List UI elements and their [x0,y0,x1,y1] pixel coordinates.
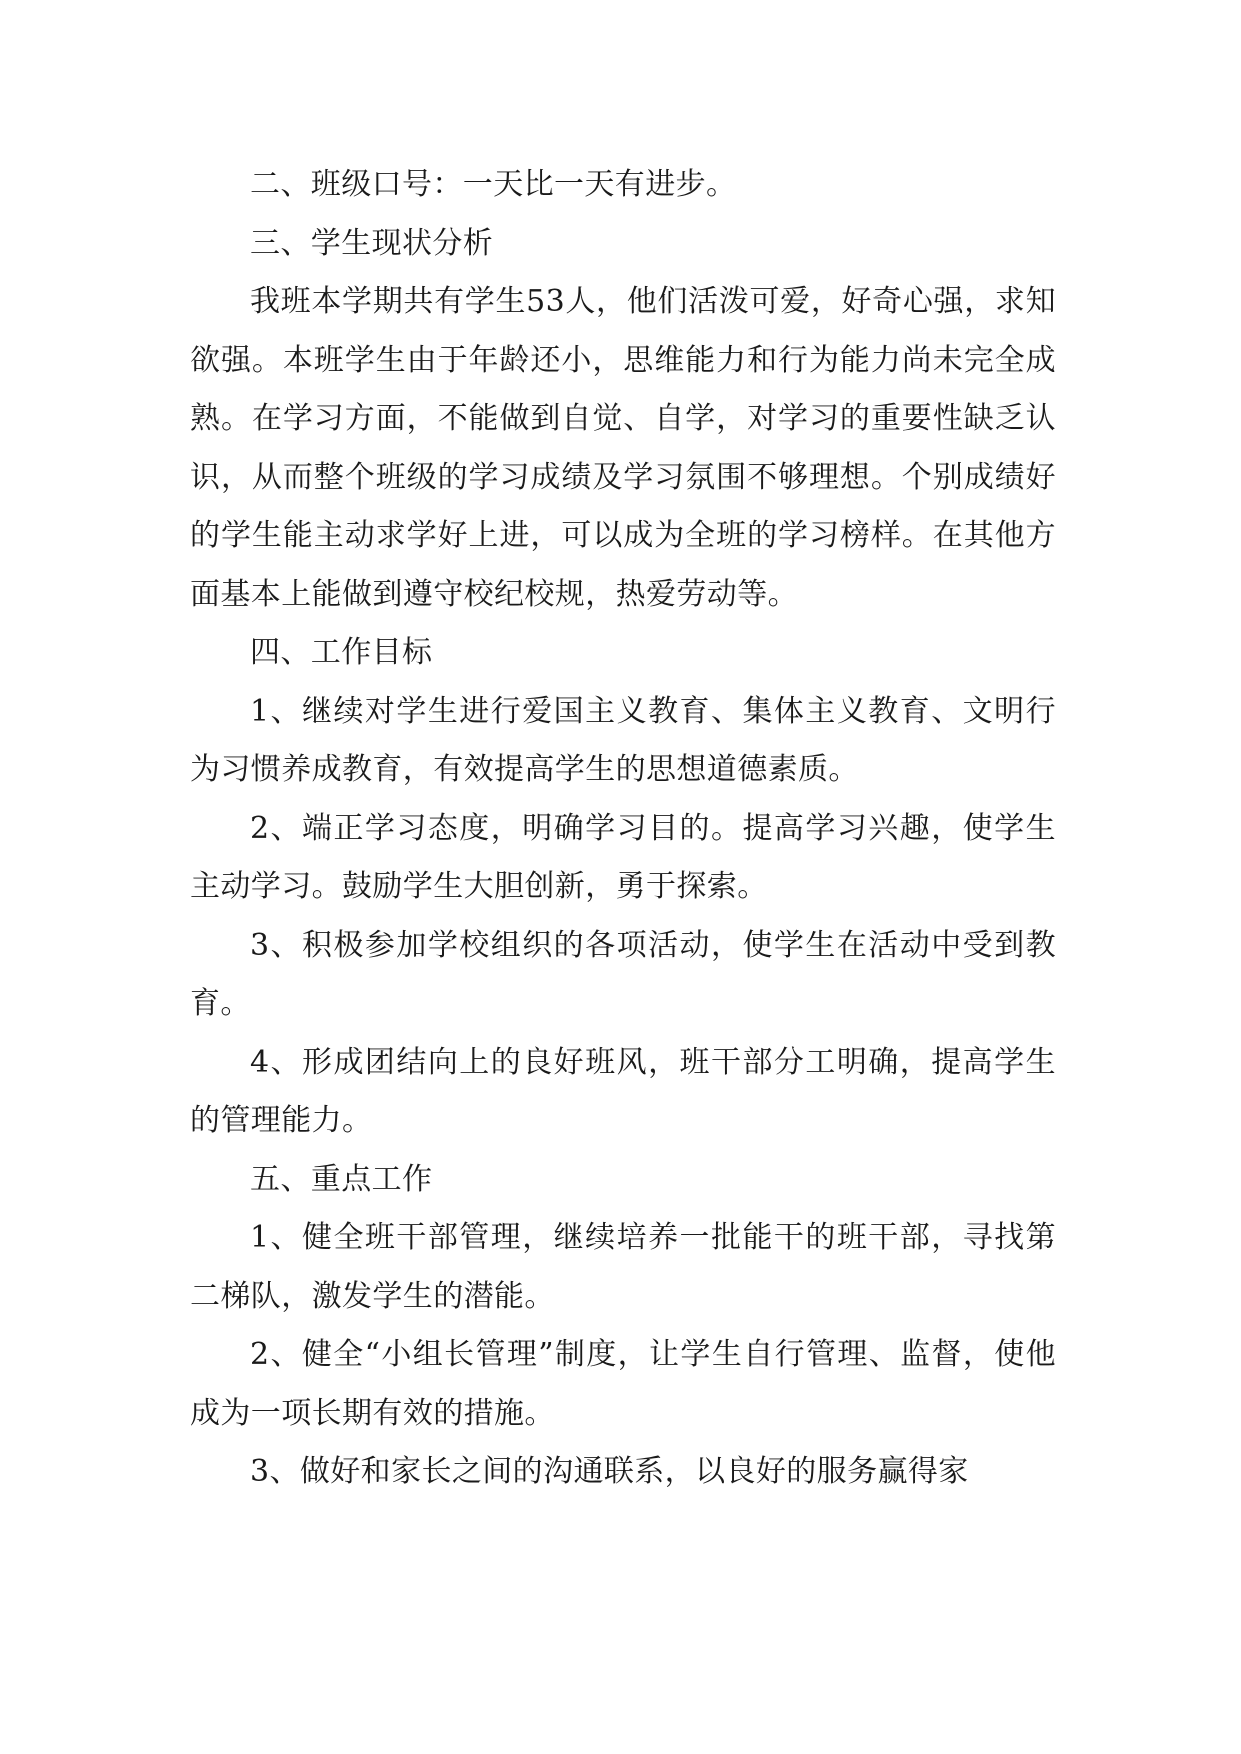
goal-item-3: 3、积极参加学校组织的各项活动，使学生在活动中受到教育。 [190,927,1056,1021]
student-analysis-paragraph: 我班本学期共有学生53人，他们活泼可爱，好奇心强，求知欲强。本班学生由于年龄还小，思维能力和行为能力尚未完全成熟。在学习方面，不能做到自觉、自学，对学习的重要性缺乏认识，从而整个班级的学习成绩及学习氛围不够理想。个别成绩好的学生能主动求学好上进，可以成为全班的学习榜样。在其他方面基本上能做到遵守校纪校规，热爱劳动等。 [190,284,1056,612]
key-work-item-1: 1、健全班干部管理，继续培养一批能干的班干部，寻找第二梯队，激发学生的潜能。 [190,1220,1056,1314]
key-work-item-2: 2、健全“小组长管理”制度，让学生自行管理、监督，使他成为一项长期有效的措施。 [190,1337,1056,1431]
section-heading-key-work: 五、重点工作 [250,1161,433,1197]
goal-item-2: 2、端正学习态度，明确学习目的。提高学习兴趣，使学生主动学习。鼓励学生大胆创新，勇于探索。 [190,810,1056,904]
goal-item-1: 1、继续对学生进行爱国主义教育、集体主义教育、文明行为习惯养成教育，有效提高学生的思想道德素质。 [190,693,1056,787]
section-heading-work-goals: 四、工作目标 [250,635,433,670]
key-work-item-3: 3、做好和家长之间的沟通联系，以良好的服务赢得家 [250,1454,969,1489]
section-heading-student-analysis: 三、学生现状分析 [250,225,494,261]
document-body [190,156,1056,1502]
goal-item-4: 4、形成团结向上的良好班风，班干部分工明确，提高学生的管理能力。 [190,1044,1056,1138]
slogan-paragraph: 二、班级口号：一天比一天有进步。 [250,167,737,202]
